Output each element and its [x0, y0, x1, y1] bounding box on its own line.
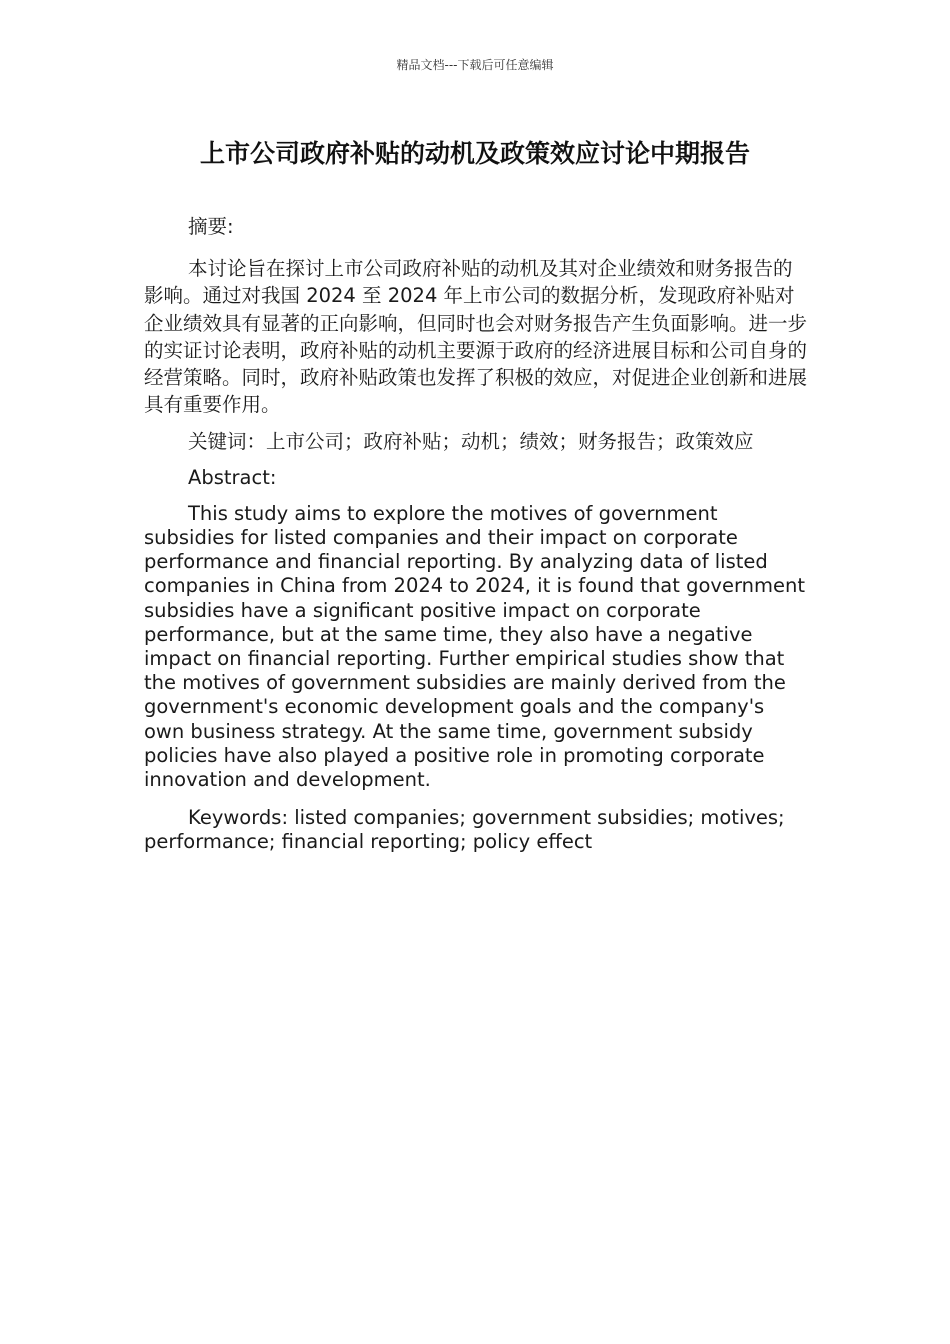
- abstract-en-label: Abstract:: [188, 465, 277, 489]
- keywords-en: Keywords: listed companies; government subsidies; motives; performance; financial reporting; policy effect: [144, 806, 785, 854]
- abstract-cn-label: 摘要:: [188, 215, 234, 238]
- page-header-note: 精品文档---下载后可任意编辑: [396, 58, 554, 72]
- abstract-en-body: This study aims to explore the motives of government subsidies for listed companies and their impact on corporate performance and financial reporting. By analyzing data of listed companies in China from 2024 to 2024, it is found that government subsidies have a significant positive impact on corporate performance, but at the same time, they also have a negative impact on financial reporting. Further empirical studies show that the motives of government subsidies are mainly derived from the government's economic development goals and the company's own business strategy. At the same time, government subsidy policies have also played a positive role in promoting corporate innovation and development.: [144, 501, 805, 792]
- document-body: [144, 213, 810, 855]
- document-title: 上市公司政府补贴的动机及政策效应讨论中期报告: [199, 139, 750, 168]
- keywords-cn: 关键词：上市公司；政府补贴；动机；绩效；财务报告；政策效应: [188, 430, 754, 454]
- abstract-cn-body: 本讨论旨在探讨上市公司政府补贴的动机及其对企业绩效和财务报告的影响。通过对我国 2024 至 2024 年上市公司的数据分析，发现政府补贴对企业绩效具有显著的正向影响，但同时也会对财务报告产生负面影响。进一步的实证讨论表明，政府补贴的动机主要源于政府的经济进展目标和公司自身的经营策略。同时，政府补贴政策也发挥了积极的效应，对促进企业创新和进展具有重要作用。: [144, 257, 808, 417]
